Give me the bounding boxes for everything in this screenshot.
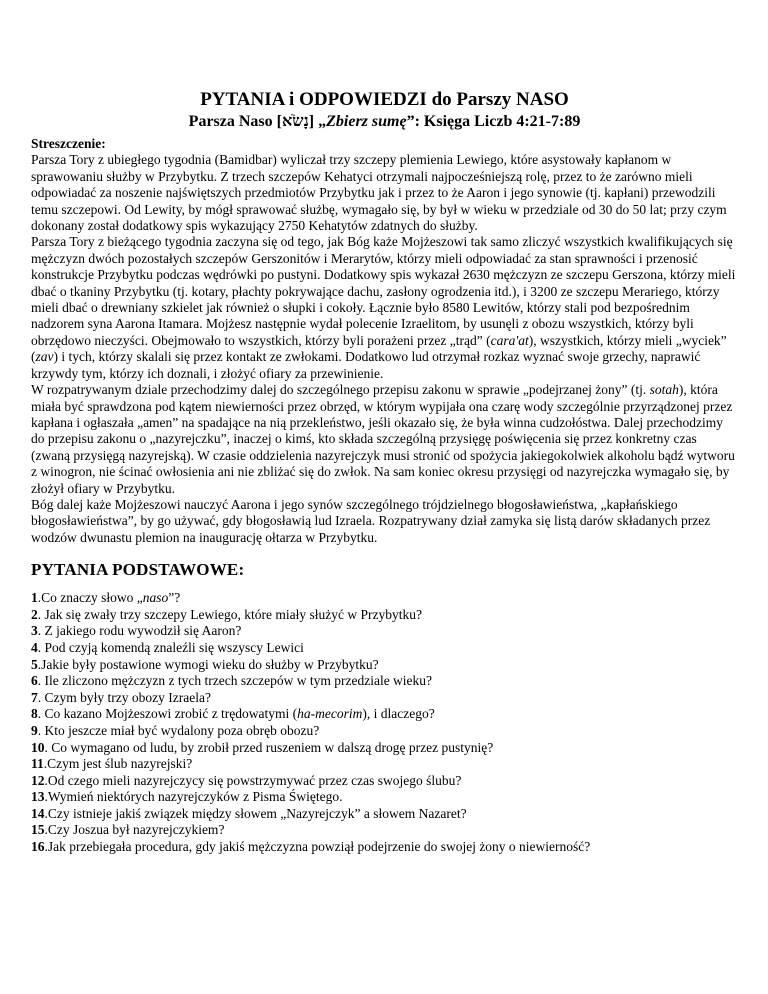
text-run: .Czy istnieje jakiś związek między słowem „Nazyrejczyk” a słowem Nazaret? (44, 805, 467, 821)
summary-heading: Streszczenie: (31, 136, 106, 151)
text-run: . Jak się zwały trzy szczepy Lewiego, które miały służyć w Przybytku? (37, 606, 422, 622)
page-title: PYTANIA i ODPOWIEDZI do Parszy NASO (200, 89, 569, 110)
question-number: 1 (31, 590, 38, 606)
italic-term: zav (35, 349, 54, 365)
question-number: 16 (31, 839, 45, 855)
text-run: .Czym jest ślub nazyrejski? (43, 756, 193, 772)
page-subtitle (31, 112, 738, 132)
summary-body (31, 152, 738, 546)
text-run: W rozpatrywanym dziale przechodzimy dalej do szczególnego przepisu zakonu w sprawie „podejrzanej żony” (tj. (31, 382, 650, 398)
subtitle-hebrew: נָשֹׂא (281, 113, 309, 130)
text-run: ), i dlaczego? (362, 706, 435, 722)
summary-paragraph (31, 152, 738, 234)
question-number: 7 (31, 689, 38, 705)
summary-paragraph (31, 234, 738, 382)
questions-heading: PYTANIA PODSTAWOWE: (31, 560, 245, 580)
italic-term: naso (142, 590, 169, 606)
question-item (31, 740, 738, 757)
italic-term: cara'at (490, 332, 529, 348)
question-number: 6 (31, 673, 38, 689)
question-number: 12 (31, 772, 45, 788)
text-run: Parsza Tory z ubiegłego tygodnia (Bamidbar) wyliczał trzy szczepy plemienia Lewiego, które asystowały kapłanom w sprawowaniu służby w Przybytku. Z trzech szczepów Kehatyci otrzymali najpocześniejszą rolę, przez to że zarówno mieli odpowiadać za noszenie najświętszych przedmiotów Przybytku jak i przez to że Aaron i jego synowie (tj. kapłani) przewodzili temu szczepowi. Od Lewity, by mógł sprawować służbę, wymagało się, by był w wieku w przedziale od 30 do 50 lat; przy czym dokonany został dodatkowy spis wykazujący 2750 Kehatytów zdatnych do służby. (31, 152, 727, 234)
question-item (31, 706, 738, 723)
question-item (31, 839, 738, 856)
text-run: .Od czego mieli nazyrejczycy się powstrzymywać przez czas swojego ślubu? (44, 772, 462, 788)
text-run: ), która miała być sprawdzona pod kątem niewierności przez obrzęd, w którym wypijała ona czarę wody szczególnie przyrządzonej przez kapłana i ogłaszała „amen” na spadające na nią przekleństwo, jeśli okazało się, że była winna cudzołóstwa. Dalej przechodzimy do przepisu zakonu o „nazyrejczku”, inaczej o kimś, kto składa szczególną przysięgę poświęcenia się przez konkretny czas (zwaną przysięgą nazyrejską). W czasie oddzielenia nazyrejczyk musi stronić od spożycia jakiegokolwiek alkoholu bądź wytworu z winogron, nie ścinać owłosienia ani nie zbliżać się do zwłok. Na sam koniec okresu przysięgi od nazyrejczka wymagało się, by złożył ofiary w Przybytku. (31, 382, 735, 496)
summary-paragraph (31, 497, 738, 546)
question-number: 2 (31, 606, 38, 622)
text-run: . Co kazano Mojżeszowi zrobić z trędowatymi ( (37, 706, 298, 722)
question-item (31, 590, 738, 607)
text-run: ”? (168, 590, 181, 606)
summary-section (31, 136, 738, 546)
text-run: .Jakie były postawione wymogi wieku do służby w Przybytku? (37, 656, 379, 672)
question-item (31, 822, 738, 839)
question-item (31, 756, 738, 773)
text-run: .Co znaczy słowo „ (37, 590, 143, 606)
question-item (31, 690, 738, 707)
question-item (31, 723, 738, 740)
question-item (31, 607, 738, 624)
text-run: . Czym były trzy obozy Izraela? (37, 689, 211, 705)
text-run: Bóg dalej każe Mojżeszowi nauczyć Aarona i jego synów szczególnego trójdzielnego błogosławieństwa, „kapłańskiego błogosławieństwa”, by go używać, gdy błogosławią lud Izraela. Rozpatrywany dział zamyka się listą darów składanych przez wodzów dwunastu plemion na inaugurację ołtarza w Przybytku. (31, 496, 711, 545)
text-run: . Kto jeszcze miał być wydalony poza obręb obozu? (37, 722, 320, 738)
question-number: 4 (31, 639, 38, 655)
text-run: . Pod czyją komendą znaleźli się wszyscy Lewici (37, 639, 304, 655)
text-run: .Wymień niektórych nazyrejczyków z Pisma Świętego. (44, 789, 343, 805)
text-run: ), wszystkich, którzy mieli „wyciek” ( (31, 332, 727, 365)
question-number: 13 (31, 789, 45, 805)
question-item (31, 623, 738, 640)
question-number: 11 (31, 756, 44, 772)
question-item (31, 806, 738, 823)
question-number: 3 (31, 623, 38, 639)
question-item (31, 673, 738, 690)
question-number: 5 (31, 656, 38, 672)
question-number: 8 (31, 706, 38, 722)
italic-term: sotah (649, 382, 679, 398)
text-run: Parsza Tory z bieżącego tygodnia zaczyna się od tego, jak Bóg każe Mojżeszowi tak samo zliczyć wszystkich kwalifikujących się mężczyzn dwóch pozostałych szczepów Gerszonitów i Merarytów, którzy mieli odpowiadać za stan sprawności i przenosić konstrukcje Przybytku podczas wędrówki po pustyni. Dodatkowy spis wykazał 2630 mężczyzn ze szczepu Gerszona, którzy mieli dbać o tkaniny Przybytku (tj. kotary, płachty pokrywające dachu, zasłony ogrodzenia itd.), i 3200 ze szczepu Merariego, którzy mieli dbać o drewniany szkielet jak również o słupki i cokoły. Łącznie było 8580 Lewitów, którzy stali pod bezpośrednim nadzorem syna Aarona Itamara. Mojżesz następnie wydał polecenie Izraelitom, by usunęli z obozu wszystkich, którzy byli obrzędowo nieczyści. Obejmowało to wszystkich, którzy byli porażeni przez „trąd” ( (31, 234, 736, 348)
summary-paragraph (31, 382, 738, 497)
question-number: 10 (31, 739, 45, 755)
subtitle-suffix: ”: Księga Liczb 4:21-7:89 (406, 113, 581, 130)
text-run: . Co wymagano od ludu, by zrobił przed ruszeniem w dalszą drogę przez pustynię? (44, 739, 494, 755)
text-run: ) i tych, którzy skalali się przez kontakt ze zwłokami. Dodatkowo lud otrzymał rozkaz wyznać swoje grzechy, naprawić krzywdy tym, którzy ich doznali, i złożyć ofiary za przewinienie. (31, 349, 701, 381)
subtitle-middle: ] „ (308, 113, 327, 130)
subtitle-prefix: Parsza Naso [ (188, 113, 282, 130)
italic-term: ha-mecorim (297, 706, 363, 722)
question-number: 9 (31, 722, 38, 738)
question-item (31, 789, 738, 806)
text-run: . Z jakiego rodu wywodził się Aaron? (37, 623, 242, 639)
question-item (31, 773, 738, 790)
question-item (31, 657, 738, 674)
question-number: 15 (31, 822, 45, 838)
question-list (31, 590, 738, 856)
question-item (31, 640, 738, 657)
text-run: .Czy Joszua był nazyrejczykiem? (44, 822, 225, 838)
subtitle-italic: Zbierz sumę (326, 113, 407, 130)
text-run: .Jak przebiegała procedura, gdy jakiś mężczyzna powziął podejrzenie do swojej żony o niewierność? (44, 839, 591, 855)
text-run: . Ile zliczono mężczyzn z tych trzech szczepów w tym przedziale wieku? (37, 673, 433, 689)
question-number: 14 (31, 805, 45, 821)
